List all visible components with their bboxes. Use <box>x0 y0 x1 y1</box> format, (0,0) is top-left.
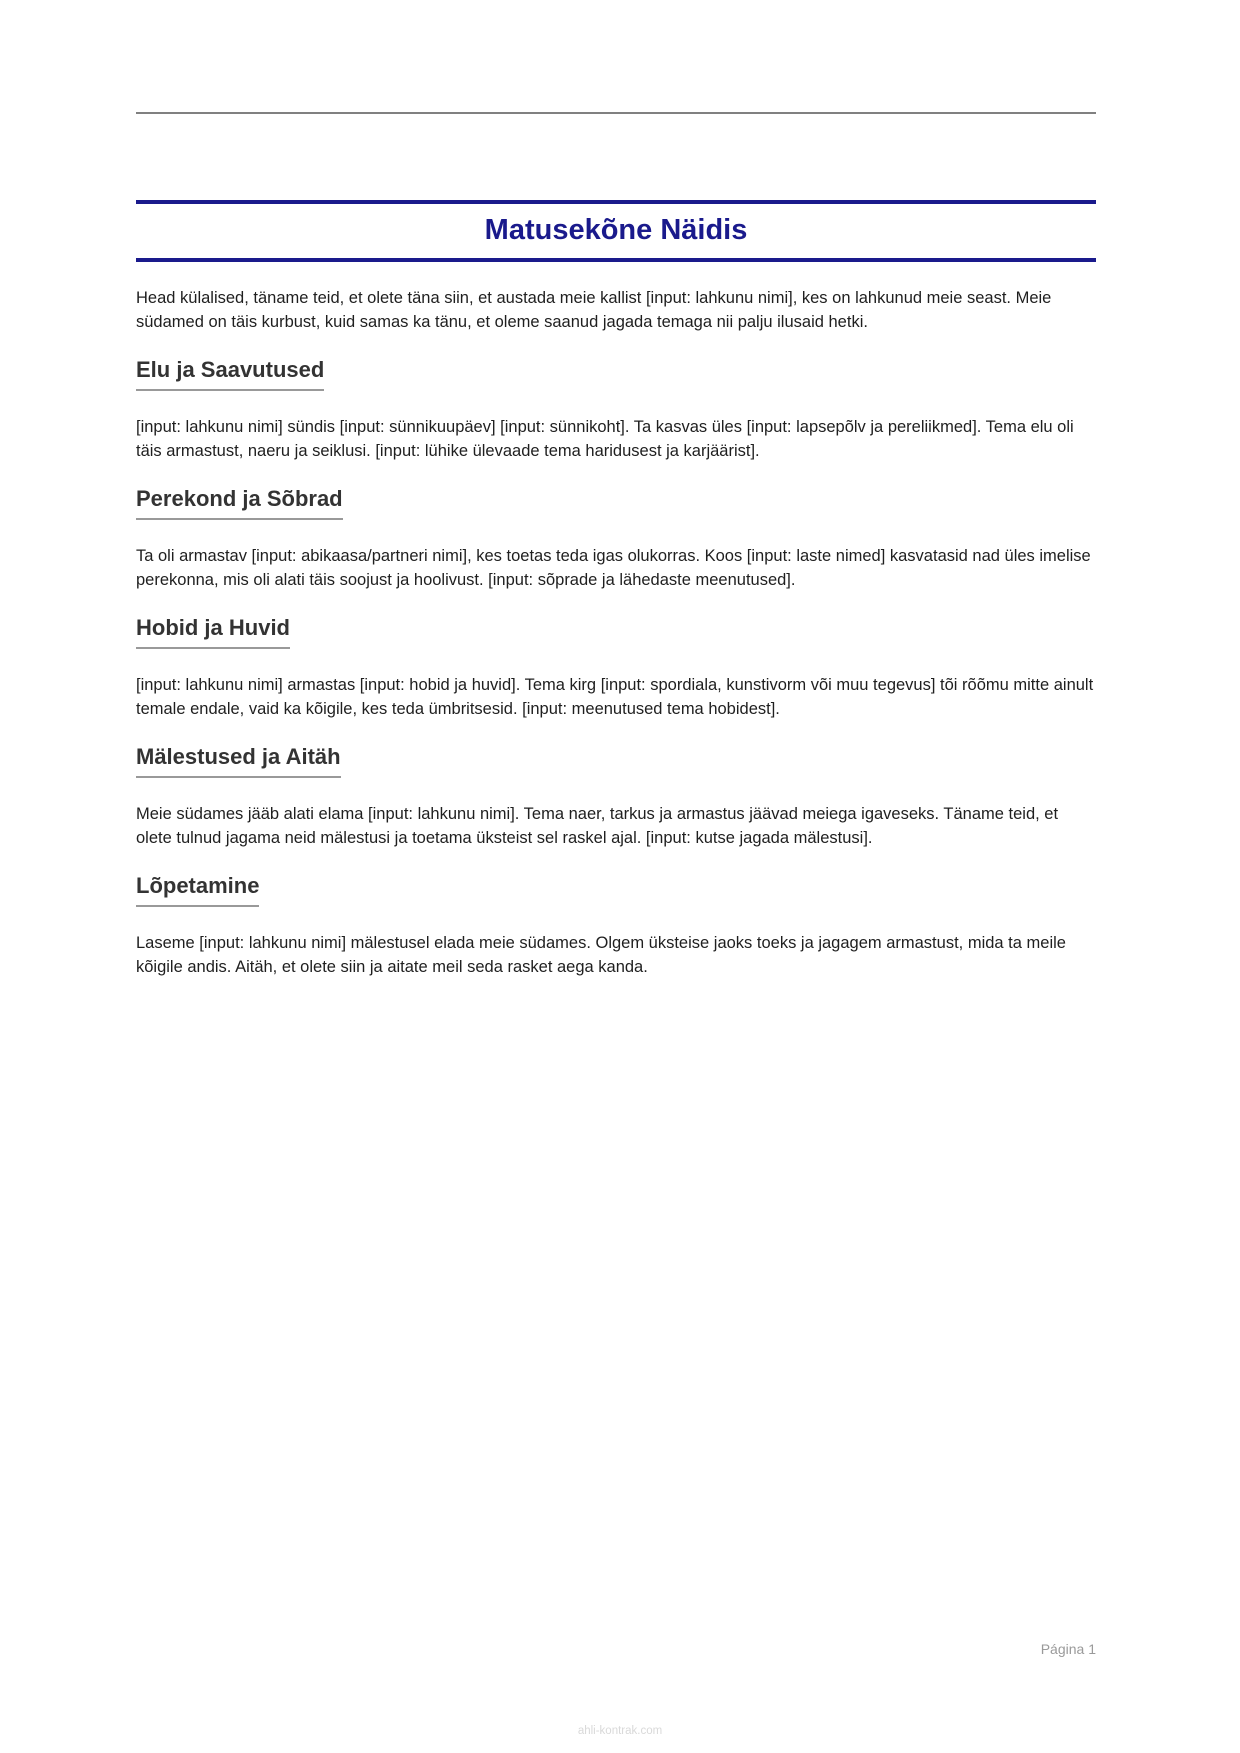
section-perekond-ja-sobrad <box>136 486 1096 592</box>
intro-paragraph: Head külalised, täname teid, et olete täna siin, et austada meie kallist [input: lahkunu nimi], kes on lahkunud meie seast. Meie südamed on täis kurbust, kuid samas ka tänu, et oleme saanud jagada temaga nii palju ilusaid hetki. <box>136 289 1052 331</box>
section-heading-row <box>136 873 1096 907</box>
title-block <box>136 200 1096 262</box>
page-title: Matusekõne Näidis <box>484 214 748 246</box>
section-elu-ja-saavutused <box>136 357 1096 463</box>
section-malestused-ja-aitah <box>136 744 1096 850</box>
section-lopetamine <box>136 873 1096 979</box>
section-paragraph: Laseme [input: lahkunu nimi] mälestusel elada meie südames. Olgem üksteise jaoks toeks ja jagagem armastust, mida ta meile kõigile andis. Aitäh, et olete siin ja aitate meil seda rasket aega kanda. <box>136 934 1066 976</box>
top-divider-rule <box>136 112 1096 114</box>
section-heading: Lõpetamine <box>136 873 259 907</box>
section-heading: Perekond ja Sõbrad <box>136 486 343 520</box>
section-heading-row <box>136 744 1096 778</box>
section-heading-row <box>136 615 1096 649</box>
section-hobid-ja-huvid <box>136 615 1096 721</box>
section-paragraph: Meie südames jääb alati elama [input: lahkunu nimi]. Tema naer, tarkus ja armastus jäävad meiega igaveseks. Täname teid, et olete tulnud jagama neid mälestusi ja toetama üksteist sel raskel ajal. [input: kutse jagada mälestusi]. <box>136 805 1059 847</box>
section-heading-row <box>136 486 1096 520</box>
section-heading: Mälestused ja Aitäh <box>136 744 341 778</box>
section-heading: Elu ja Saavutused <box>136 357 324 391</box>
watermark-text: ahli-kontrak.com <box>577 1725 663 1737</box>
page-number: Página 1 <box>1040 1641 1096 1657</box>
section-heading: Hobid ja Huvid <box>136 615 290 649</box>
section-paragraph: [input: lahkunu nimi] sündis [input: sünnikuupäev] [input: sünnikoht]. Ta kasvas üles [input: lapsepõlv ja pereliikmed]. Tema elu oli täis armastust, naeru ja seiklusi. [input: lühike ülevaade tema haridusest ja karjäärist]. <box>136 418 1074 460</box>
section-paragraph: Ta oli armastav [input: abikaasa/partneri nimi], kes toetas teda igas olukorras. Koos [input: laste nimed] kasvatasid nad üles imelise perekonna, mis oli alati täis soojust ja hoolivust. [input: sõprade ja lähedaste meenutused]. <box>136 547 1091 589</box>
document-content <box>136 0 1096 1002</box>
section-heading-row <box>136 357 1096 391</box>
section-paragraph: [input: lahkunu nimi] armastas [input: hobid ja huvid]. Tema kirg [input: spordiala, kunstivorm või muu tegevus] tõi rõõmu mitte ainult temale endale, vaid ka kõigile, kes teda ümbritsesid. [input: meenutused tema hobidest]. <box>136 676 1094 718</box>
